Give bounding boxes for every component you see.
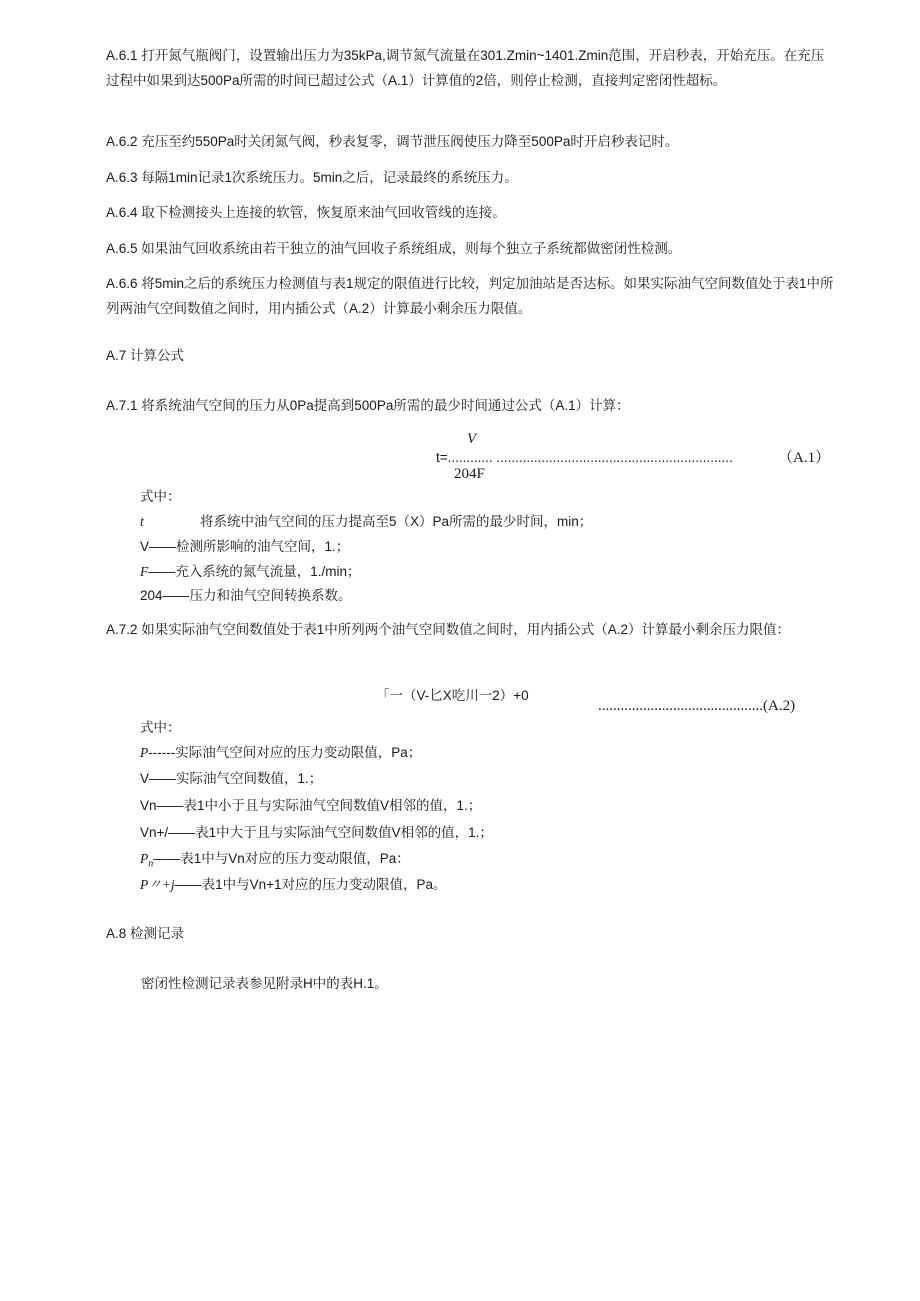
def-vn1: Vn+/——表1中大于且与实际油气空间数值V相邻的值，1.； — [140, 825, 493, 840]
symbol-p: P — [140, 745, 149, 760]
paragraph-a-6-1: A.6.1 打开氮气瓶阀门，设置输出压力为35kPa,调节氮气流量在301.Zmin~1401.Zmin范围，开启秒表，开始充压。在充压过程中如果到达500Pa所需的时间已超过公式（A.1）计算值的2倍，则停止检测，直接判定密闭性超标。 — [106, 48, 825, 88]
symbol-pn: P — [140, 851, 149, 866]
formula-a-1-denominator: 204F — [454, 466, 485, 482]
def-f-desc: ——充入系统的氮气流量，1./min； — [148, 564, 361, 579]
symbol-f: F — [140, 564, 149, 579]
def-204: 204——压力和油气空间转换系数。 — [140, 588, 352, 603]
def-p-desc: ------实际油气空间对应的压力变动限值，Pa； — [148, 745, 422, 760]
formula-a-2-expression: 「一（V-匕X吃川一2）+0 — [376, 688, 529, 703]
formula-a-1-number: （A.1） — [778, 450, 831, 466]
where-label: 式中： — [140, 489, 181, 504]
def-pn-desc: ——表1中与Vn对应的压力变动限值，Pa： — [153, 851, 410, 866]
paragraph-a-8-body: 密闭性检测记录表参见附录H中的表H.1。 — [141, 976, 388, 991]
formula-a-1-dots-short: ............ — [447, 450, 493, 465]
symbol-pn-subscript: n — [148, 858, 154, 870]
def-p — [140, 743, 421, 763]
paragraph-a-7-1: A.7.1 将系统油气空间的压力从0Pa提高到500Pa所需的最少时间通过公式（A.1）计算： — [106, 398, 630, 413]
def-vn: Vn——表1中小于且与实际油气空间数值V相邻的值，1.； — [140, 798, 482, 813]
def-pn1-desc: ——表1中与Vn+1对应的压力变动限值，Pa。 — [174, 877, 447, 892]
formula-a-1-numerator: V — [467, 431, 477, 447]
def-pn — [140, 849, 410, 875]
def-v-2: V——实际油气空间数值，1.； — [140, 771, 323, 786]
paragraph-a-6-4: A.6.4 取下检测接头上连接的软管，恢复原来油气回收管线的连接。 — [106, 205, 506, 220]
formula-a-1-lhs: t= — [436, 450, 448, 465]
heading-a-8: A.8 检测记录 — [106, 926, 185, 941]
def-f — [140, 562, 361, 582]
where-label-2: 式中： — [140, 720, 181, 735]
formula-a-2-number: ............................................(A.2) — [598, 698, 796, 714]
paragraph-a-6-2: A.6.2 充压至约550Pa时关闭氮气阀，秒表复零，调节泄压阀使压力降至500Pa时开启秒表记时。 — [106, 134, 679, 149]
paragraph-a-7-2: A.7.2 如果实际油气空间数值处于表1中所列两个油气空间数值之间时，用内插公式（A.2）计算最小剩余压力限值： — [106, 622, 791, 637]
def-t — [140, 512, 592, 532]
def-v: V——检测所影响的油气空间，1.； — [140, 539, 350, 554]
symbol-t: t — [140, 514, 144, 529]
formula-a-1-dots-long: ............................................................... — [496, 450, 733, 465]
def-pn1 — [140, 875, 447, 895]
def-t-desc: 将系统中油气空间的压力提高至5（X）Pa所需的最少时间，min； — [200, 514, 593, 529]
paragraph-a-6-5: A.6.5 如果油气回收系统由若干独立的油气回收子系统组成，则每个独立子系统都做密闭性检测。 — [106, 241, 682, 256]
paragraph-a-6-6: A.6.6 将5min之后的系统压力检测值与表1规定的限值进行比较，判定加油站是否达标。如果实际油气空间数值处于表1中所列两油气空间数值之间时，用内插公式（A.2）计算最小剩余压力限值。 — [106, 276, 834, 316]
paragraph-a-6-3: A.6.3 每隔1min记录1次系统压力。5min之后，记录最终的系统压力。 — [106, 170, 518, 185]
symbol-pn1: P〃+j — [140, 877, 175, 892]
heading-a-7: A.7 计算公式 — [106, 348, 185, 363]
